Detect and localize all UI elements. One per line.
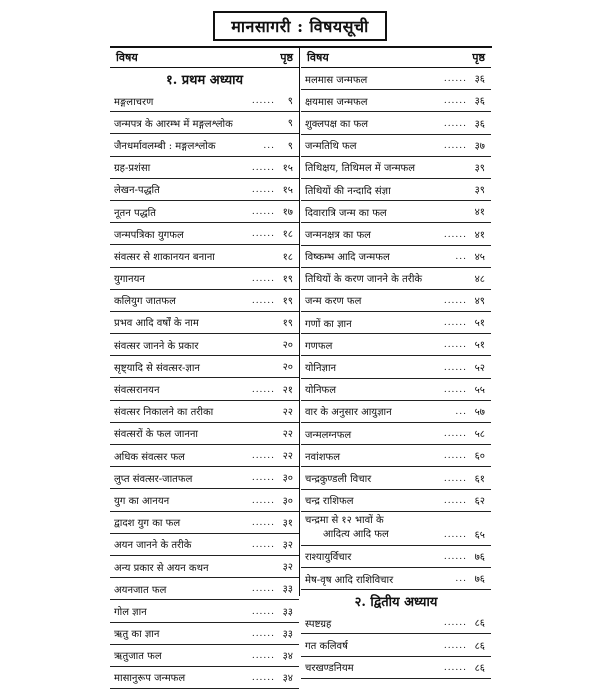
entry-page-number: १९ xyxy=(282,318,293,330)
entry-label: जन्मपत्रिका युगफल xyxy=(114,229,184,241)
leader-dots: ...... xyxy=(251,229,275,240)
leader-dots: ...... xyxy=(251,96,275,107)
entry-page-number: ८६ xyxy=(474,618,485,630)
toc-entry[interactable] xyxy=(110,467,299,489)
toc-entry[interactable] xyxy=(110,223,299,245)
entry-page-number: ६२ xyxy=(474,495,485,507)
leader-dots: ...... xyxy=(443,140,467,151)
entry-label: योनिज्ञान xyxy=(305,363,337,375)
entry-page-number: २१ xyxy=(282,384,293,396)
entry-page-number: ४९ xyxy=(474,296,485,308)
leader-dots: ... xyxy=(263,140,275,151)
entry-label: वार के अनुसार आयुज्ञान xyxy=(305,407,392,419)
leader-dots: ...... xyxy=(443,384,467,395)
entry-label: मङ्गलाचरण xyxy=(114,96,154,108)
leader-dots: ... xyxy=(455,407,467,417)
leader-dots: ...... xyxy=(251,184,275,195)
toc-entry[interactable] xyxy=(301,179,491,201)
entry-page-number: ५५ xyxy=(474,384,485,396)
toc-entry[interactable] xyxy=(110,179,299,201)
entry-label: तिथिक्षय, तिथिमल में जन्मफल xyxy=(305,163,416,175)
leader-dots: ...... xyxy=(443,495,467,506)
entry-label: योनिफल xyxy=(305,385,337,397)
entry-label: जैनधर्मावलम्बी : मङ्गलश्लोक xyxy=(114,140,216,152)
entry-page-number: ६१ xyxy=(474,473,485,485)
leader-dots: ...... xyxy=(251,295,275,306)
entry-label: द्वादश युग का फल xyxy=(114,518,181,530)
toc-entry[interactable] xyxy=(301,112,491,134)
toc-entry[interactable] xyxy=(110,445,299,467)
column-header xyxy=(110,48,299,68)
right-entry-list xyxy=(301,68,491,512)
entry-label: जन्म करण फल xyxy=(305,296,362,308)
page-title: मानसागरी : विषयसूची xyxy=(213,11,387,41)
leader-dots: ...... xyxy=(443,429,467,440)
toc-entry[interactable] xyxy=(301,90,491,112)
entry-page-number: ३३ xyxy=(282,628,293,640)
entry-label: ऋतु का ज्ञान xyxy=(114,629,160,641)
entry-label: सृष्ट्यादि से संवत्सर-ज्ञान xyxy=(114,362,200,374)
entry-page-number: १५ xyxy=(282,184,293,196)
toc-entry[interactable] xyxy=(301,68,491,90)
entry-label: युगानयन xyxy=(114,274,145,286)
entry-label: संवत्सर जानने के प्रकार xyxy=(114,340,199,352)
entry-page-number: ७६ xyxy=(474,574,485,586)
toc-entry[interactable] xyxy=(110,157,299,179)
entry-page-number: २२ xyxy=(282,451,293,463)
entry-page-number: ५१ xyxy=(474,318,485,330)
entry-page-number: ६५ xyxy=(474,529,485,541)
entry-label: जन्मतिथि फल xyxy=(305,141,357,153)
leader-dots: ...... xyxy=(443,640,467,651)
entry-label: शुक्लपक्ष का फल xyxy=(305,118,368,130)
entry-page-number: ३३ xyxy=(282,606,293,618)
toc-entry[interactable] xyxy=(110,512,299,534)
entry-label: जन्मलग्नफल xyxy=(305,429,352,441)
leader-dots: ... xyxy=(455,251,467,262)
entry-label: जन्मनक्षत्र का फल xyxy=(305,229,371,241)
entry-label xyxy=(301,514,389,542)
entry-label: मलमास जन्मफल xyxy=(305,74,368,86)
entry-label: संवत्सरों के फल जानना xyxy=(114,429,199,441)
toc-entry[interactable] xyxy=(110,600,299,622)
entry-label: चन्द्र राशिफल xyxy=(305,496,354,508)
entry-label: विष्कम्भ आदि जन्मफल xyxy=(305,252,390,264)
entry-page-number: ३१ xyxy=(282,517,293,529)
entry-label: स्पष्टग्रह xyxy=(305,618,332,630)
leader-dots: ...... xyxy=(251,384,275,395)
leader-dots: ...... xyxy=(251,628,275,639)
toc-entry[interactable] xyxy=(110,268,299,290)
entry-label: मासानुरूप जन्मफल xyxy=(114,673,186,685)
entry-label: गणों का ज्ञान xyxy=(305,318,352,330)
entry-page-number: २० xyxy=(282,362,293,374)
entry-page-number: ९ xyxy=(287,118,293,130)
page-header: पृष्ठ xyxy=(280,51,293,64)
chapter-2-title: २. द्वितीय अध्याय xyxy=(354,595,438,611)
column-header xyxy=(301,48,491,68)
toc-entry[interactable] xyxy=(110,401,299,423)
entry-page-number: ४५ xyxy=(474,251,485,263)
subject-header: विषय xyxy=(307,51,329,64)
right-column xyxy=(301,48,491,675)
entry-page-number: ३२ xyxy=(282,539,293,551)
entry-page-number: १९ xyxy=(282,295,293,307)
entry-label: अयन जानने के तरीके xyxy=(114,540,192,552)
entry-page-number: ९ xyxy=(287,96,293,108)
entry-label: चन्द्रकुण्डली विचार xyxy=(305,473,372,485)
toc-entry[interactable] xyxy=(110,290,299,312)
entry-page-number: ३० xyxy=(282,473,293,485)
toc-entry[interactable] xyxy=(110,112,299,134)
entry-label: राश्यायुर्विचार xyxy=(305,552,352,564)
entry-label: कलियुग जातफल xyxy=(114,296,176,308)
entry-page-number: १५ xyxy=(282,162,293,174)
entry-label: दिवारात्रि जन्म का फल xyxy=(305,207,387,219)
leader-dots: ...... xyxy=(251,606,275,617)
entry-page-number: ५७ xyxy=(474,407,485,418)
toc-entry[interactable] xyxy=(301,246,491,268)
entry-label: मेष-वृष आदि राशिविचार xyxy=(305,574,394,586)
entry-label: ग्रह-प्रशंसा xyxy=(114,163,151,175)
toc-entry[interactable] xyxy=(301,201,491,223)
entry-label: युग का आनयन xyxy=(114,495,170,507)
entry-label: नवांशफल xyxy=(305,451,340,463)
entry-page-number: ३६ xyxy=(474,118,485,130)
toc-entry[interactable] xyxy=(301,334,491,356)
leader-dots: ...... xyxy=(251,273,275,284)
table-of-contents xyxy=(110,46,492,685)
leader-dots: ...... xyxy=(443,362,467,373)
entry-page-number: ९ xyxy=(287,140,293,152)
toc-entry[interactable] xyxy=(301,135,491,157)
leader-dots: ...... xyxy=(443,662,467,673)
entry-page-number: १८ xyxy=(282,251,293,263)
entry-label-line-2: आदित्य आदि फल xyxy=(323,528,389,540)
entry-label: प्रभव आदि वर्षों के नाम xyxy=(114,318,199,330)
entry-page-number: ३३ xyxy=(282,584,293,596)
left-column xyxy=(110,48,300,685)
entry-label: जन्मपत्र के आरम्भ में मङ्गलश्लोक xyxy=(114,118,233,130)
entry-page-number: ४१ xyxy=(474,229,485,241)
leader-dots: ...... xyxy=(443,96,467,107)
toc-entry[interactable] xyxy=(301,423,491,445)
entry-label: लेखन-पद्धति xyxy=(114,185,160,197)
leader-dots: ...... xyxy=(251,673,275,684)
toc-entry[interactable] xyxy=(110,556,299,578)
leader-dots: ...... xyxy=(251,451,275,462)
subject-header: विषय xyxy=(116,51,138,64)
entry-label: गणफल xyxy=(305,340,333,352)
leader-dots: ...... xyxy=(443,473,467,484)
toc-entry[interactable] xyxy=(301,512,491,546)
entry-page-number: ३६ xyxy=(474,74,485,86)
toc-entry[interactable] xyxy=(301,290,491,312)
leader-dots: ... xyxy=(455,574,467,585)
toc-entry[interactable] xyxy=(110,312,299,334)
toc-entry[interactable] xyxy=(301,268,491,290)
toc-entry[interactable] xyxy=(110,489,299,511)
leader-dots: ...... xyxy=(251,162,275,173)
leader-dots: ...... xyxy=(251,584,275,595)
entry-page-number: ३६ xyxy=(474,96,485,108)
toc-entry[interactable] xyxy=(110,201,299,223)
toc-entry[interactable] xyxy=(110,356,299,378)
toc-entry[interactable] xyxy=(301,490,491,512)
toc-entry[interactable] xyxy=(110,667,299,689)
entry-label: ऋतुजात फल xyxy=(114,651,162,663)
toc-entry[interactable] xyxy=(301,467,491,489)
entry-label: तिथियों की नन्दादि संज्ञा xyxy=(305,185,391,197)
entry-page-number: ७६ xyxy=(474,551,485,563)
entry-label: चरखण्डनियम xyxy=(305,663,354,675)
leader-dots: ...... xyxy=(443,618,467,629)
toc-entry[interactable] xyxy=(110,90,299,112)
toc-entry[interactable] xyxy=(110,578,299,600)
entry-page-number: ५८ xyxy=(474,429,485,441)
entry-label: तिथियों के करण जानने के तरीके xyxy=(305,274,423,286)
entry-page-number: ३९ xyxy=(474,185,485,197)
leader-dots: ...... xyxy=(443,118,467,129)
entry-label: क्षयमास जन्मफल xyxy=(305,96,368,108)
toc-entry[interactable] xyxy=(301,634,491,656)
entry-page-number: १७ xyxy=(282,207,293,219)
toc-entry[interactable] xyxy=(301,312,491,334)
leader-dots: ...... xyxy=(443,529,467,540)
toc-entry[interactable] xyxy=(301,445,491,467)
leader-dots: ...... xyxy=(443,340,467,351)
entry-page-number: ३२ xyxy=(282,562,293,574)
entry-page-number: ३० xyxy=(282,495,293,507)
entry-label: संवत्सर निकालने का तरीका xyxy=(114,407,214,419)
entry-page-number: ४१ xyxy=(474,207,485,219)
toc-entry[interactable] xyxy=(110,645,299,667)
entry-label: गत कलिवर्ष xyxy=(305,640,348,652)
entry-page-number: ८६ xyxy=(474,662,485,674)
leader-dots: ...... xyxy=(443,318,467,329)
entry-label: अयनजात फल xyxy=(114,584,167,596)
leader-dots: ...... xyxy=(443,229,467,240)
toc-entry[interactable] xyxy=(301,568,491,590)
entry-page-number: ८६ xyxy=(474,640,485,652)
toc-entry[interactable] xyxy=(301,612,491,634)
entry-label: संवत्सरानयन xyxy=(114,385,160,397)
entry-page-number: १९ xyxy=(282,273,293,285)
leader-dots: ...... xyxy=(251,473,275,484)
entry-page-number: ५१ xyxy=(474,340,485,352)
leader-dots: ...... xyxy=(251,539,275,550)
entry-page-number: ३७ xyxy=(474,140,485,152)
leader-dots: ...... xyxy=(251,207,275,218)
entry-page-number: २२ xyxy=(282,406,293,418)
toc-entry[interactable] xyxy=(301,546,491,568)
entry-label: अन्य प्रकार से अयन कथन xyxy=(114,562,209,574)
entry-page-number: २२ xyxy=(282,429,293,440)
entry-label: लुप्त संवत्सर-जातफल xyxy=(114,473,193,485)
chapter-1-title: १. प्रथम अध्याय xyxy=(165,73,244,88)
toc-entry[interactable] xyxy=(110,134,299,156)
toc-entry[interactable] xyxy=(110,334,299,356)
toc-entry[interactable] xyxy=(301,657,491,679)
entry-label: गोल ज्ञान xyxy=(114,606,147,618)
leader-dots: ...... xyxy=(443,551,467,562)
entry-label: संवत्सर से शाकानयन बनाना xyxy=(114,251,215,263)
entry-label-line-1: चन्द्रमा से १२ भावों के xyxy=(305,514,384,526)
entry-page-number: ४८ xyxy=(474,273,485,285)
entry-page-number: २० xyxy=(282,340,293,352)
leader-dots: ...... xyxy=(251,517,275,528)
right-entry-list xyxy=(301,546,491,590)
entry-page-number: ५२ xyxy=(474,362,485,374)
toc-entry[interactable] xyxy=(301,223,491,245)
toc-entry[interactable] xyxy=(301,356,491,378)
entry-label: नूतन पद्धति xyxy=(114,207,156,219)
leader-dots: ...... xyxy=(251,495,275,506)
leader-dots: ...... xyxy=(251,650,275,661)
entry-label: अधिक संवत्सर फल xyxy=(114,451,185,463)
entry-page-number: १८ xyxy=(282,229,293,241)
toc-entry[interactable] xyxy=(110,245,299,267)
leader-dots: ...... xyxy=(443,451,467,462)
toc-entry[interactable] xyxy=(301,379,491,401)
toc-entry[interactable] xyxy=(110,534,299,556)
entry-page-number: ३४ xyxy=(282,650,293,662)
toc-entry[interactable] xyxy=(110,623,299,645)
toc-entry[interactable] xyxy=(110,378,299,400)
entry-page-number: ३४ xyxy=(282,673,293,685)
page-header: पृष्ठ xyxy=(472,51,485,64)
leader-dots: ...... xyxy=(443,74,467,85)
toc-entry[interactable] xyxy=(110,423,299,445)
entry-page-number: ३९ xyxy=(474,162,485,174)
left-entry-list xyxy=(110,90,299,689)
right-entry-list xyxy=(301,612,491,679)
toc-entry[interactable] xyxy=(301,401,491,423)
leader-dots: ...... xyxy=(443,296,467,307)
toc-entry[interactable] xyxy=(301,157,491,179)
entry-page-number: ६० xyxy=(474,451,485,463)
